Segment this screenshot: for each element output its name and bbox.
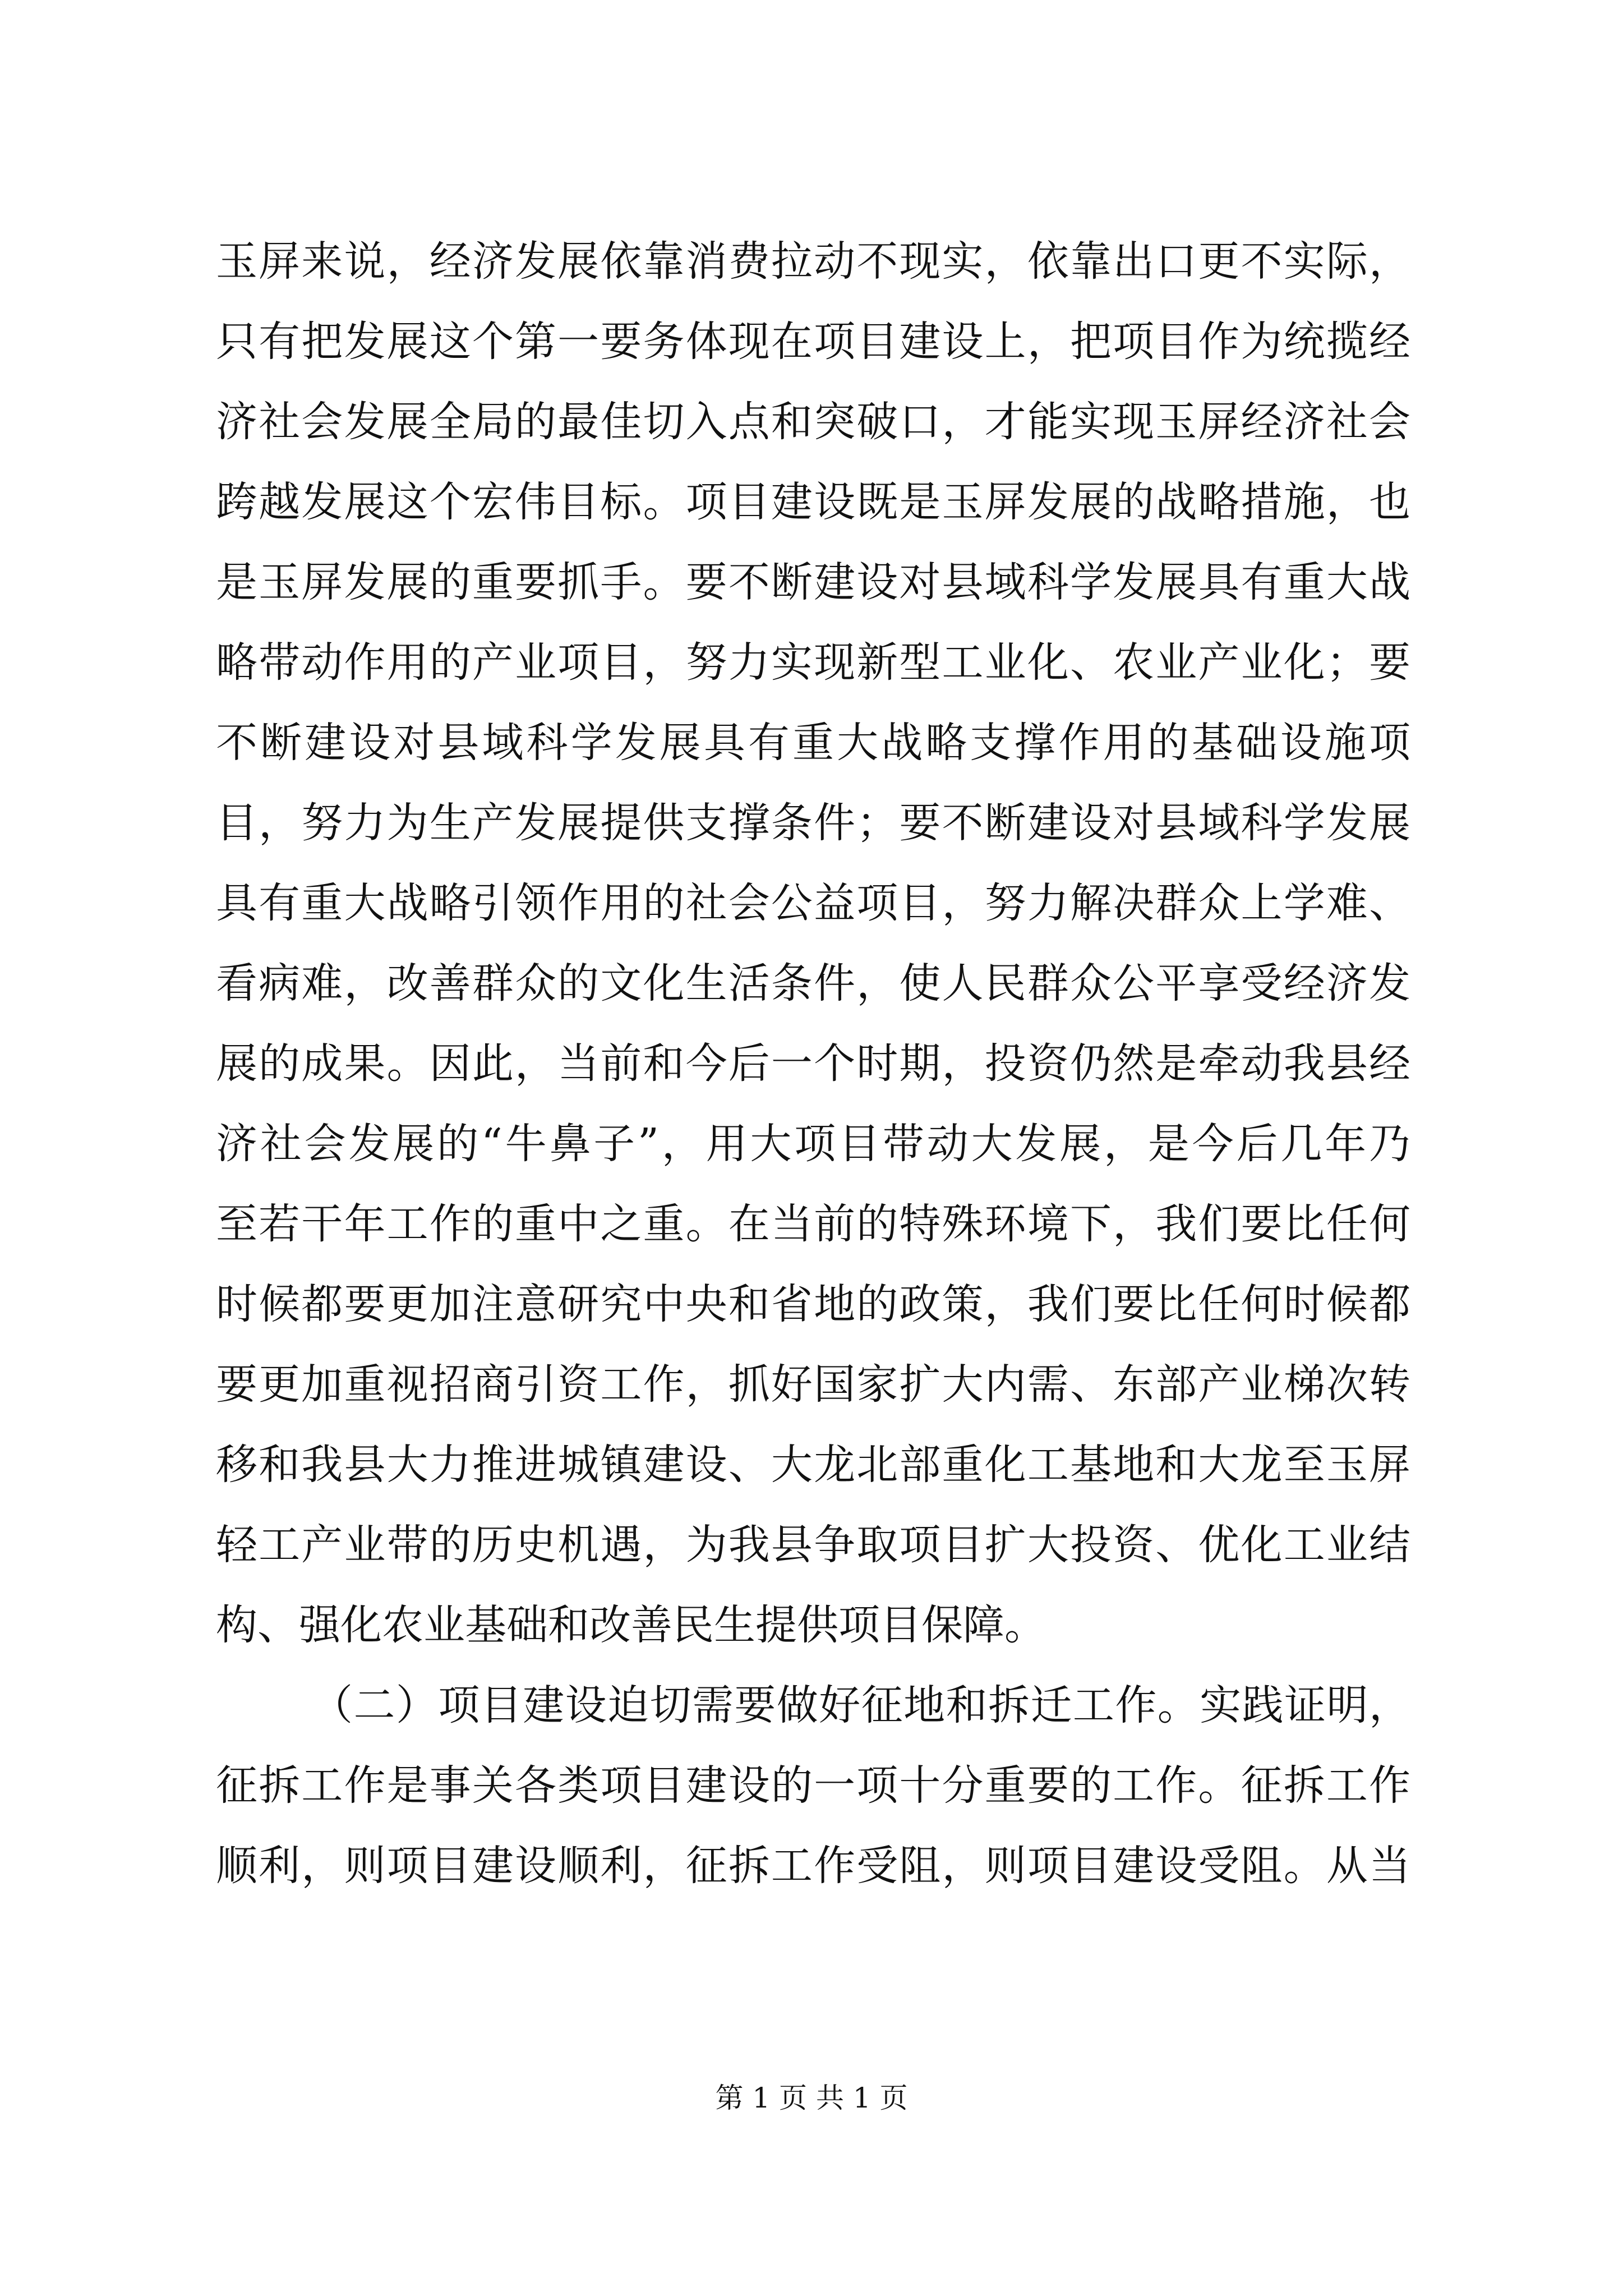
text-line: 轻工产业带的历史机遇，为我县争取项目扩大投资、优化工业结 <box>216 1521 1410 1569</box>
text-line: 跨越发展这个宏伟目标。项目建设既是玉屏发展的战略措施，也 <box>216 478 1410 526</box>
text-line: 略带动作用的产业项目，努力实现新型工业化、农业产业化；要 <box>216 638 1410 687</box>
section-heading-line: （二）项目建设迫切需要做好征地和拆迁工作。实践证明， <box>311 1681 1410 1729</box>
text-line: 济社会发展全局的最佳切入点和突破口，才能实现玉屏经济社会 <box>216 398 1410 446</box>
text-line: 济社会发展的“牛鼻子”，用大项目带动大发展，是今后几年乃 <box>216 1120 1410 1168</box>
text-line: 玉屏来说，经济发展依靠消费拉动不现实，依靠出口更不实际， <box>216 237 1410 286</box>
text-line: 只有把发展这个第一要务体现在项目建设上，把项目作为统揽经 <box>216 318 1410 366</box>
text-line: 展的成果。因此，当前和今后一个时期，投资仍然是牵动我县经 <box>216 1039 1410 1088</box>
text-line: 看病难，改善群众的文化生活条件，使人民群众公平享受经济发 <box>216 959 1410 1007</box>
text-line: 至若干年工作的重中之重。在当前的特殊环境下，我们要比任何 <box>216 1200 1410 1248</box>
text-line: 顺利，则项目建设顺利，征拆工作受阻，则项目建设受阻。从当 <box>216 1842 1410 1890</box>
text-line: 不断建设对县域科学发展具有重大战略支撑作用的基础设施项 <box>216 719 1410 767</box>
document-body <box>216 222 1410 1906</box>
text-line: 要更加重视招商引资工作，抓好国家扩大内需、东部产业梯次转 <box>216 1360 1410 1409</box>
text-line: 征拆工作是事关各类项目建设的一项十分重要的工作。征拆工作 <box>216 1761 1410 1810</box>
text-line: 目，努力为生产发展提供支撑条件；要不断建设对县域科学发展 <box>216 799 1410 847</box>
page-footer <box>0 2076 1623 2120</box>
text-line: 是玉屏发展的重要抓手。要不断建设对县域科学发展具有重大战 <box>216 558 1410 606</box>
paragraph-end-line: 构、强化农业基础和改善民生提供项目保障。 <box>216 1601 1046 1649</box>
text-line: 移和我县大力推进城镇建设、大龙北部重化工基地和大龙至玉屏 <box>216 1441 1410 1489</box>
page-number-label: 第 1 页 共 1 页 <box>715 2082 908 2114</box>
text-line: 具有重大战略引领作用的社会公益项目，努力解决群众上学难、 <box>216 879 1410 927</box>
text-line: 时候都要更加注意研究中央和省地的政策，我们要比任何时候都 <box>216 1280 1410 1328</box>
